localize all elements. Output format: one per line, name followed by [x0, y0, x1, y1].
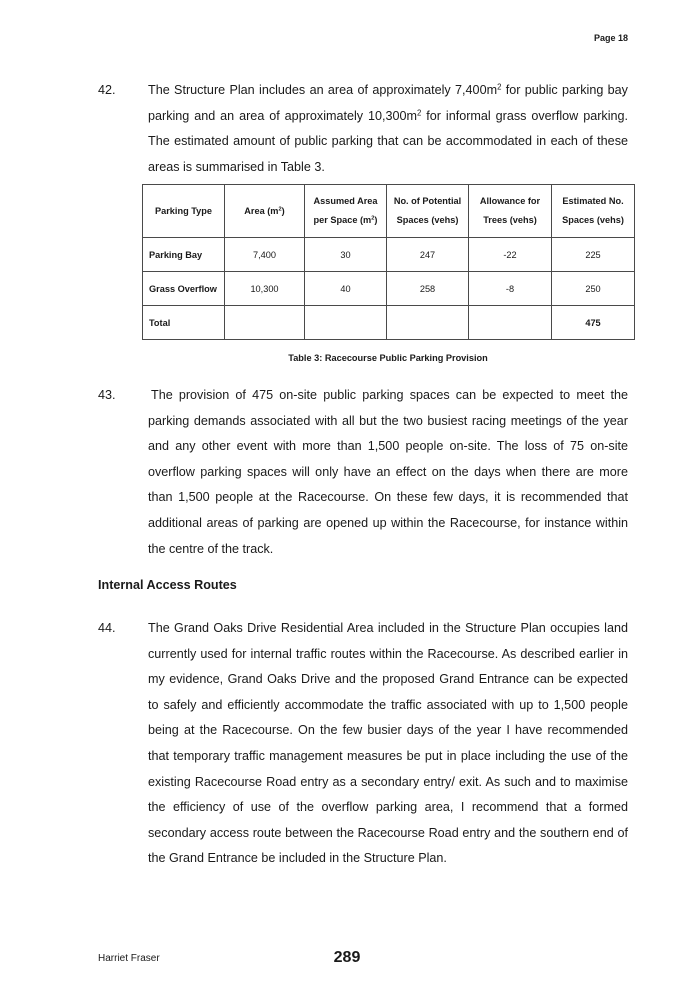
cell-total-estimated: 475	[552, 306, 635, 340]
header-potential-spaces: No. of Potential Spaces (vehs)	[387, 185, 469, 238]
header-tree-allowance: Allowance for Trees (vehs)	[469, 185, 552, 238]
superscript: 2	[417, 107, 422, 117]
cell-total-label: Total	[143, 306, 225, 340]
cell-parking-type: Parking Bay	[143, 238, 225, 272]
cell-assumed: 40	[305, 272, 387, 306]
table-row	[143, 272, 635, 306]
page-label: Page 18	[593, 33, 628, 43]
cell-allowance: -22	[469, 238, 552, 272]
header-area	[225, 185, 305, 238]
cell-empty	[387, 306, 469, 340]
paragraph-body: The provision of 475 on-site public parking spaces can be expected to meet the parking demands associated with all but the two busiest racing meetings of the year and any other event with more than 1,500 people on-site. The loss of 75 on-site overflow parking spaces will only have an effect on the days when there are more than 1,500 people at the Racecourse. On these few days, it is recommended that additional areas of parking are opened up within the Racecourse, for instance within the centre of the track.	[148, 388, 628, 556]
cell-assumed: 30	[305, 238, 387, 272]
superscript: 2	[278, 206, 282, 213]
paragraph-body	[148, 78, 628, 180]
paragraph-body: The Grand Oaks Drive Residential Area included in the Structure Plan occupies land currently used for internal traffic routes within the Racecourse. As described earlier in my evidence, Grand Oaks Drive and the proposed Grand Entrance can be expected to safely and efficiently accommodate the traffic associated with up to 1,500 people being at the Racecourse. On the few busier days of the year I have recommended that temporary traffic management measures be put in place including the use of the existing Racecourse Road entry as a secondary entry/ exit. As such and to maximise the efficiency of use of the overflow parking area, I recommend that a formed secondary access route between the Racecourse Road entry and the southern end of the Grand Entrance be included in the Structure Plan.	[148, 621, 628, 866]
paragraph-text: The Structure Plan includes an area of approximately 7,400m	[148, 83, 498, 97]
header-assumed-area	[305, 185, 387, 238]
cell-parking-type: Grass Overflow	[143, 272, 225, 306]
cell-area: 10,300	[225, 272, 305, 306]
table-header-row	[143, 185, 635, 238]
table-total-row	[143, 306, 635, 340]
header-text: )	[374, 215, 378, 225]
cell-potential: 247	[387, 238, 469, 272]
parking-provision-table	[142, 184, 635, 340]
cell-allowance: -8	[469, 272, 552, 306]
paragraph-43	[98, 383, 628, 562]
paragraph-text: for informal grass overflow parking. The estimated amount of public parking that can be accommodated in each of these areas is summarised in Table 3.	[148, 108, 629, 174]
superscript: 2	[497, 82, 502, 92]
header-parking-type: Parking Type	[143, 185, 225, 238]
cell-potential: 258	[387, 272, 469, 306]
cell-estimated: 250	[552, 272, 635, 306]
paragraph-44	[98, 616, 628, 872]
header-estimated-spaces: Estimated No. Spaces (vehs)	[552, 185, 635, 238]
superscript: 2	[371, 215, 375, 222]
cell-empty	[305, 306, 387, 340]
section-heading: Internal Access Routes	[98, 578, 237, 592]
table-caption: Table 3: Racecourse Public Parking Provision	[288, 353, 488, 363]
header-text: Assumed Area per Space (m	[313, 196, 378, 225]
footer-author: Harriet Fraser	[98, 953, 160, 964]
cell-empty	[469, 306, 552, 340]
cell-empty	[225, 306, 305, 340]
paragraph-number: 43.	[98, 388, 116, 402]
header-text: Area (m	[244, 205, 279, 216]
cell-area: 7,400	[225, 238, 305, 272]
cell-estimated: 225	[552, 238, 635, 272]
paragraph-42	[98, 78, 628, 180]
header-text: )	[281, 205, 285, 216]
footer-page-number: 289	[333, 949, 361, 966]
paragraph-number: 44.	[98, 621, 116, 635]
paragraph-number: 42.	[98, 83, 116, 97]
table-row	[143, 238, 635, 272]
paragraph-text: for public parking bay parking and an area of approximately 10,300m	[148, 83, 628, 123]
